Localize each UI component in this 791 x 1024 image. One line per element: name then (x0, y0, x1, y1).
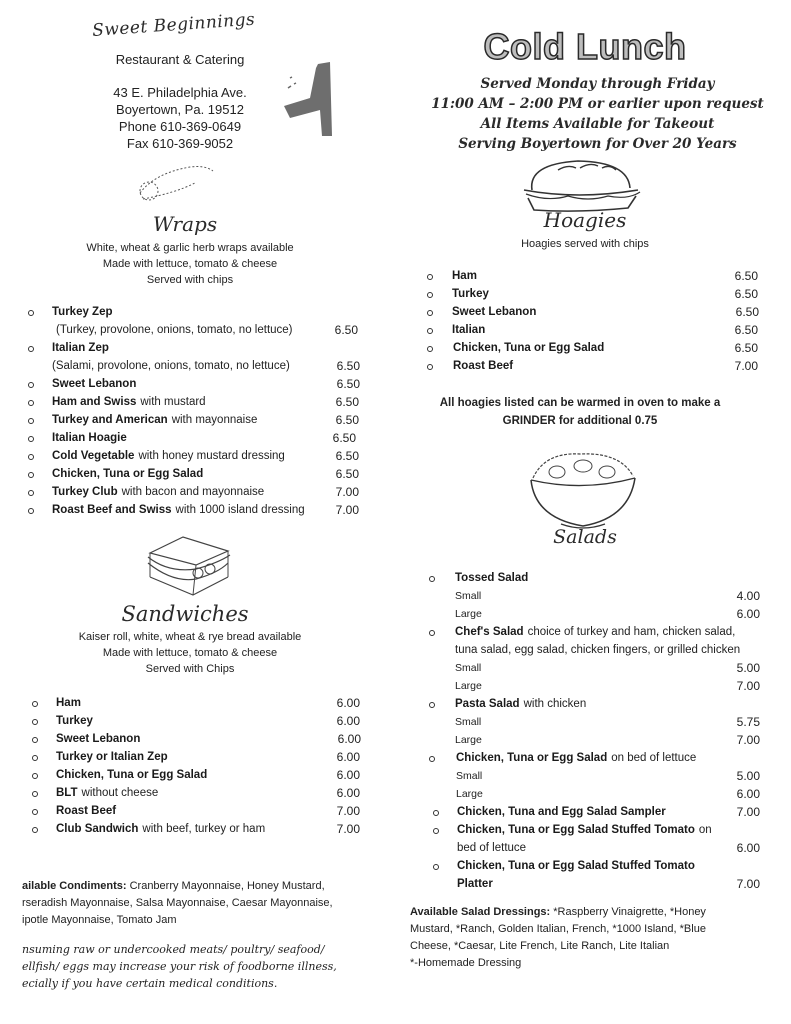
item-name: Club Sandwich (56, 823, 139, 835)
item-name: Cold Vegetable (52, 450, 135, 462)
item-price: 6.50 (335, 467, 359, 481)
sandwiches-desc-1: Kaiser roll, white, wheat & rye bread available (78, 631, 302, 643)
menu-item (0, 447, 400, 465)
item-name: Italian Zep (52, 342, 109, 354)
size-option (400, 677, 791, 695)
bullet-icon (32, 827, 38, 833)
grinder-note-line-2: GRINDER for additional 0.75 (502, 415, 658, 427)
address-line-2: Boyertown, Pa. 19512 (116, 102, 244, 117)
size-option (400, 605, 791, 623)
hoagies-title: Hoagies (543, 208, 627, 232)
salad-bowl-graphic-icon (525, 448, 640, 533)
menu-item (400, 569, 791, 587)
wraps-desc-1: White, wheat & garlic herb wraps available (86, 242, 294, 254)
menu-item (0, 501, 400, 519)
menu-item-detail (0, 321, 400, 339)
condiments-line-1: Cranberry Mayonnaise, Honey Mustard, (129, 880, 325, 892)
item-name: Roast Beef (453, 360, 514, 372)
warning-line-1: nsuming raw or undercooked meats/ poultry/ seafood/ (22, 943, 325, 956)
bullet-icon (28, 400, 34, 406)
menu-item (0, 411, 400, 429)
menu-item (400, 303, 791, 321)
bullet-icon (427, 328, 433, 334)
food-safety-warning (22, 941, 392, 992)
wrap-graphic-icon (135, 163, 225, 203)
menu-item (0, 429, 400, 447)
bullet-icon (32, 809, 38, 815)
item-desc: with bacon and mayonnaise (121, 486, 265, 498)
sandwiches-title: Sandwiches (121, 602, 249, 626)
item-name: Chicken, Tuna or Egg Salad (456, 752, 608, 764)
item-price: 6.00 (736, 607, 760, 621)
size-option (400, 659, 791, 677)
menu-item (0, 820, 400, 838)
menu-item (400, 857, 791, 875)
size-option (400, 587, 791, 605)
menu-item-detail (400, 641, 791, 659)
menu-item (0, 694, 400, 712)
menu-item-detail (400, 875, 791, 893)
menu-item (0, 465, 400, 483)
item-price: 5.00 (736, 661, 760, 675)
page-title (460, 26, 710, 68)
item-detail: bed of lettuce (457, 842, 527, 854)
item-name: Turkey and American (52, 414, 168, 426)
wraps-desc-2: Made with lettuce, tomato & cheese (102, 258, 278, 270)
item-price: 6.50 (336, 377, 360, 391)
size-label: Small (456, 770, 483, 782)
grinder-note (420, 394, 740, 430)
menu-item (0, 393, 400, 411)
bullet-icon (32, 719, 38, 725)
item-name: Turkey (56, 715, 93, 727)
item-price: 7.00 (736, 679, 760, 693)
bullet-icon (28, 382, 34, 388)
item-desc: with mustard (140, 396, 206, 408)
item-name: Chicken, Tuna or Egg Salad Stuffed Tomato (457, 824, 695, 836)
sandwiches-desc-2: Made with lettuce, tomato & cheese (102, 647, 278, 659)
item-name: Italian Hoagie (52, 432, 127, 444)
bullet-icon (427, 292, 433, 298)
item-name: Ham (452, 270, 477, 282)
menu-item-detail (400, 839, 791, 857)
item-name: Roast Beef (56, 805, 117, 817)
bullet-icon (427, 310, 433, 316)
item-price: 7.00 (336, 804, 360, 818)
wraps-desc-3: Served with chips (146, 274, 234, 286)
item-name: Chicken, Tuna and Egg Salad Sampler (457, 806, 666, 818)
item-price: 7.00 (336, 822, 360, 836)
item-name: Turkey (452, 288, 489, 300)
item-price: 6.50 (334, 323, 358, 337)
menu-item (0, 712, 400, 730)
sandwich-graphic-icon (138, 533, 238, 598)
item-price: 6.50 (734, 341, 758, 355)
item-detail: (Turkey, provolone, onions, tomato, no lettuce) (56, 324, 293, 336)
menu-item (400, 821, 791, 839)
condiments-line-3: ipotle Mayonnaise, Tomato Jam (22, 914, 177, 926)
item-name: Turkey or Italian Zep (56, 751, 168, 763)
item-desc: with beef, turkey or ham (142, 823, 266, 835)
bullet-icon (28, 454, 34, 460)
size-option (400, 731, 791, 749)
brand-logo-script: Sweet Beginnings (91, 9, 256, 41)
bullet-icon (433, 810, 439, 816)
menu-item (0, 730, 400, 748)
salad-dressings-note (410, 904, 750, 972)
service-days: Served Monday through Friday (480, 76, 715, 92)
menu-item (400, 339, 791, 357)
bullet-icon (28, 472, 34, 478)
dressings-line-2: Mustard, *Ranch, Golden Italian, French, *1000 Island, *Blue (410, 923, 706, 935)
menu-item (0, 748, 400, 766)
item-desc: on bed of lettuce (611, 752, 697, 764)
item-name: Pasta Salad (455, 698, 520, 710)
item-name: Chicken, Tuna or Egg Salad (52, 468, 204, 480)
item-detail: (Salami, provolone, onions, tomato, no lettuce) (52, 360, 290, 372)
menu-item (400, 803, 791, 821)
item-name: Ham (56, 697, 81, 709)
item-price: 6.50 (332, 431, 356, 445)
phone-number: Phone 610-369-0649 (118, 119, 242, 134)
bullet-icon (28, 490, 34, 496)
bullet-icon (32, 701, 38, 707)
contact-block (100, 84, 260, 152)
right-column (400, 0, 791, 1024)
hoagies-description: Hoagies served with chips (521, 238, 649, 250)
menu-item (0, 483, 400, 501)
item-price: 6.50 (734, 323, 758, 337)
item-price: 6.00 (336, 768, 360, 782)
size-option (400, 767, 791, 785)
item-price: 5.00 (736, 769, 760, 783)
bullet-icon (32, 791, 38, 797)
item-name-cont: Platter (457, 878, 493, 890)
size-option (400, 713, 791, 731)
size-label: Small (455, 716, 482, 728)
wraps-description (50, 240, 330, 288)
page-title-text: Cold Lunch (483, 26, 687, 67)
item-price: 6.50 (335, 395, 359, 409)
hoagies-list (400, 267, 791, 375)
size-label: Small (455, 662, 482, 674)
menu-item (400, 749, 791, 767)
item-name: Chef's Salad (455, 626, 524, 638)
item-price: 6.00 (736, 787, 760, 801)
size-label: Large (455, 680, 482, 692)
bullet-icon (433, 864, 439, 870)
sandwiches-desc-3: Served with Chips (145, 663, 235, 675)
item-price: 6.00 (337, 732, 361, 746)
address-line-1: 43 E. Philadelphia Ave. (113, 85, 247, 100)
menu-item (0, 339, 400, 357)
condiments-line-2: rseradish Mayonnaise, Salsa Mayonnaise, Caesar Mayonnaise, (22, 897, 333, 909)
item-price: 6.50 (336, 359, 360, 373)
item-price: 7.00 (734, 359, 758, 373)
size-option (400, 785, 791, 803)
item-desc: with 1000 island dressing (175, 504, 305, 516)
boot-graphic-icon (280, 58, 340, 138)
service-info (415, 74, 780, 154)
years-serving: Serving Boyertown for Over 20 Years (458, 136, 737, 152)
bullet-icon (28, 310, 34, 316)
item-desc: with honey mustard dressing (138, 450, 285, 462)
item-price: 7.00 (736, 877, 760, 891)
menu-item (400, 267, 791, 285)
item-name: Chicken, Tuna or Egg Salad (56, 769, 208, 781)
item-desc: choice of turkey and ham, chicken salad, (527, 626, 736, 638)
menu-item (0, 303, 400, 321)
condiments-note (22, 878, 392, 929)
bullet-icon (32, 755, 38, 761)
dressings-label: Available Salad Dressings: (410, 906, 551, 918)
item-price: 6.50 (735, 305, 759, 319)
item-name: Sweet Lebanon (56, 733, 141, 745)
sandwiches-list (0, 694, 400, 838)
item-price: 7.00 (335, 485, 359, 499)
size-label: Large (456, 788, 483, 800)
item-name: Turkey Club (52, 486, 118, 498)
menu-item (400, 357, 791, 375)
item-desc: on (698, 824, 712, 836)
bullet-icon (32, 773, 38, 779)
item-price: 7.00 (736, 733, 760, 747)
bullet-icon (28, 346, 34, 352)
bullet-icon (32, 737, 38, 743)
item-price: 6.00 (336, 714, 360, 728)
menu-item (400, 695, 791, 713)
menu-item (0, 784, 400, 802)
item-name: Chicken, Tuna or Egg Salad Stuffed Tomato (457, 860, 695, 872)
item-name: Chicken, Tuna or Egg Salad (453, 342, 605, 354)
bullet-icon (433, 828, 439, 834)
item-price: 6.50 (734, 269, 758, 283)
wraps-title: Wraps (152, 212, 218, 236)
menu-item (0, 375, 400, 393)
item-price: 6.50 (335, 449, 359, 463)
takeout-note: All Items Available for Takeout (480, 116, 715, 132)
dressings-line-1: *Raspberry Vinaigrette, *Honey (550, 906, 706, 918)
brand-subtitle: Restaurant & Catering (115, 52, 245, 67)
service-hours: 11:00 AM – 2:00 PM or earlier upon request (431, 96, 764, 112)
bullet-icon (429, 630, 435, 636)
item-name: Italian (452, 324, 486, 336)
item-name: Tossed Salad (455, 572, 529, 584)
bullet-icon (427, 274, 433, 280)
menu-item (400, 285, 791, 303)
bullet-icon (429, 576, 435, 582)
wraps-list (0, 303, 400, 519)
size-label: Large (455, 608, 482, 620)
item-price: 6.00 (736, 841, 760, 855)
item-name: Roast Beef and Swiss (52, 504, 172, 516)
dressings-line-4: *-Homemade Dressing (410, 957, 522, 969)
hoagie-graphic-icon (518, 158, 648, 213)
warning-line-2: ellfish/ eggs may increase your risk of foodborne illness, (22, 960, 337, 973)
item-detail: tuna salad, egg salad, chicken fingers, or grilled chicken (455, 644, 741, 656)
bullet-icon (28, 508, 34, 514)
bullet-icon (427, 346, 433, 352)
warning-line-3: ecially if you have certain medical conditions. (22, 977, 278, 990)
item-price: 6.00 (336, 750, 360, 764)
item-name: Turkey Zep (52, 306, 113, 318)
bullet-icon (427, 364, 433, 370)
menu-item (0, 802, 400, 820)
size-label: Small (455, 590, 482, 602)
salads-list (400, 569, 791, 893)
item-name: BLT (56, 787, 78, 799)
grinder-note-line-1: All hoagies listed can be warmed in oven to make a (439, 397, 721, 409)
bullet-icon (429, 702, 435, 708)
menu-item (0, 766, 400, 784)
item-name: Sweet Lebanon (452, 306, 537, 318)
bullet-icon (28, 436, 34, 442)
condiments-label: ailable Condiments: (22, 880, 127, 892)
bullet-icon (429, 756, 435, 762)
item-price: 6.00 (336, 696, 360, 710)
bullet-icon (28, 418, 34, 424)
item-desc: without cheese (81, 787, 159, 799)
item-price: 7.00 (335, 503, 359, 517)
menu-item-detail (0, 357, 400, 375)
dressings-line-3: Cheese, *Caesar, Lite French, Lite Ranch, Lite Italian (410, 940, 670, 952)
item-name: Ham and Swiss (52, 396, 137, 408)
item-desc: with mayonnaise (171, 414, 258, 426)
item-price: 6.00 (336, 786, 360, 800)
size-label: Large (455, 734, 482, 746)
item-price: 6.50 (335, 413, 359, 427)
item-price: 4.00 (736, 589, 760, 603)
menu-item (400, 321, 791, 339)
sandwiches-description (45, 629, 335, 677)
item-price: 6.50 (734, 287, 758, 301)
salads-title: Salads (553, 526, 617, 548)
item-desc: with chicken (523, 698, 587, 710)
item-price: 5.75 (736, 715, 760, 729)
menu-item (400, 623, 791, 641)
item-name: Sweet Lebanon (52, 378, 137, 390)
item-price: 7.00 (736, 805, 760, 819)
fax-number: Fax 610-369-9052 (126, 136, 234, 151)
